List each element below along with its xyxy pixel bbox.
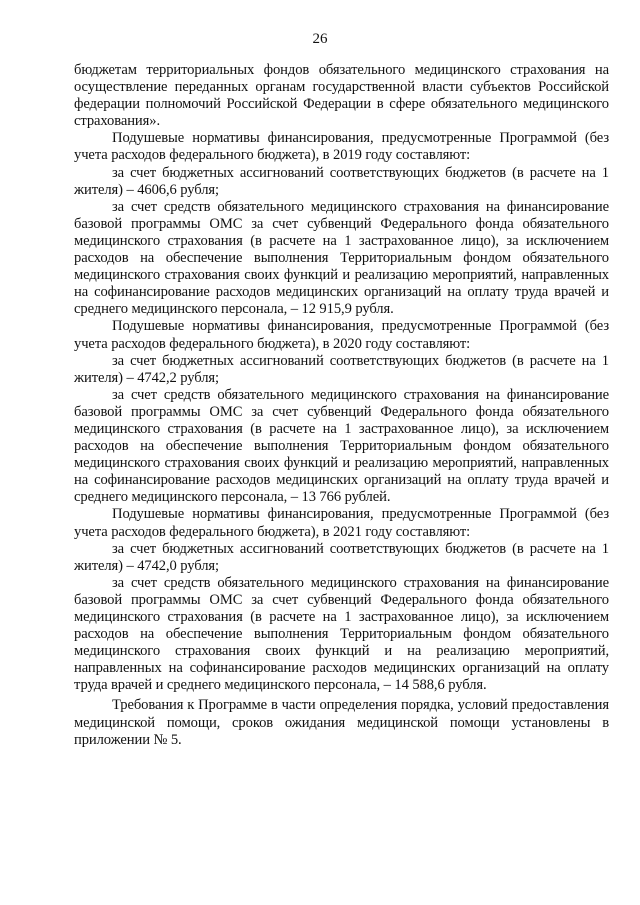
paragraph-continuation: бюджетам территориальных фондов обязательного медицинского страхования на осуществление переданных органам государственной власти субъектов Российской федерации полномочий Российской Федерации в сфере обязательного медицинского страхования». [74, 62, 609, 130]
page-number: 26 [312, 31, 328, 47]
document-body [74, 62, 609, 749]
paragraph-budget-2021: за счет бюджетных ассигнований соответствующих бюджетов (в расчете на 1 жителя) – 4742,0 рубля; [74, 540, 609, 574]
paragraph-requirements: Требования к Программе в части определения порядка, условий предоставления медицинской помощи, сроков ожидания медицинской помощи установлены в приложении № 5. [74, 697, 609, 748]
paragraph-norms-2021: Подушевые нормативы финансирования, предусмотренные Программой (без учета расходов федерального бюджета), в 2021 году составляют: [74, 506, 609, 540]
paragraph-budget-2019: за счет бюджетных ассигнований соответствующих бюджетов (в расчете на 1 жителя) – 4606,6 рубля; [74, 164, 609, 198]
paragraph-norms-2020: Подушевые нормативы финансирования, предусмотренные Программой (без учета расходов федерального бюджета), в 2020 году составляют: [74, 318, 609, 352]
paragraph-oms-2020: за счет средств обязательного медицинского страхования на финансирование базовой программы ОМС за счет субвенций Федерального фонда обязательного медицинского страхования (в расчете на 1 застрахованное лицо), за исключением расходов на обеспечение выполнения Территориальным фондом обязательного медицинского страхования своих функций и реализацию мероприятий, направленных на софинансирование расходов медицинских организаций на оплату труда врачей и среднего медицинского персонала, – 13 766 рублей. [74, 386, 609, 506]
paragraph-norms-2019: Подушевые нормативы финансирования, предусмотренные Программой (без учета расходов федерального бюджета), в 2019 году составляют: [74, 130, 609, 164]
paragraph-oms-2019: за счет средств обязательного медицинского страхования на финансирование базовой программы ОМС за счет субвенций Федерального фонда обязательного медицинского страхования (в расчете на 1 застрахованное лицо), за исключением расходов на обеспечение выполнения Территориальным фондом обязательного медицинского страхования своих функций и реализацию мероприятий, направленных на софинансирование расходов медицинских организаций на оплату труда врачей и среднего медицинского персонала, – 12 915,9 рубля. [74, 198, 609, 318]
paragraph-oms-2021: за счет средств обязательного медицинского страхования на финансирование базовой программы ОМС за счет субвенций Федерального фонда обязательного медицинского страхования (в расчете на 1 застрахованное лицо), за исключением расходов на обеспечение выполнения Территориальным фондом обязательного медицинского страхования своих функций и на реализацию мероприятий, направленных на софинансирование расходов медицинских организаций на оплату труда врачей и среднего медицинского персонала, – 14 588,6 рубля. [74, 574, 609, 694]
paragraph-budget-2020: за счет бюджетных ассигнований соответствующих бюджетов (в расчете на 1 жителя) – 4742,2 рубля; [74, 352, 609, 386]
